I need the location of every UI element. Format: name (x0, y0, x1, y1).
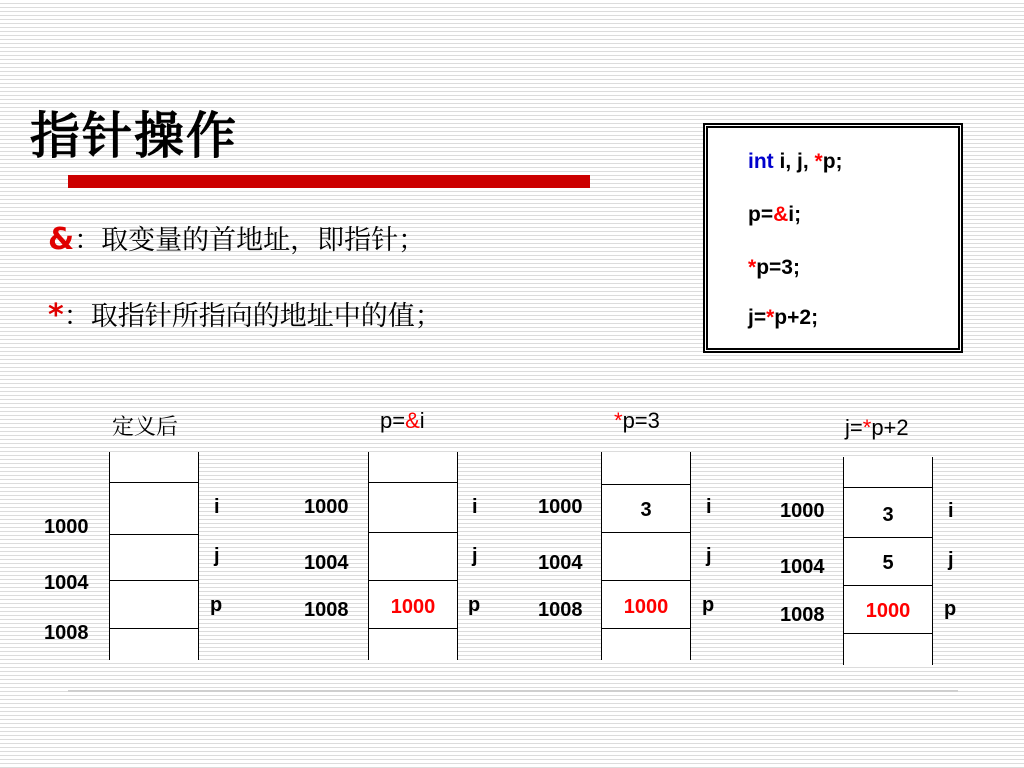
stage-2-memory-column (368, 452, 458, 660)
code-line-3-star: * (748, 256, 757, 279)
address-label: 1004 (304, 552, 349, 574)
variable-label: i (706, 496, 712, 518)
variable-label: i (948, 500, 954, 522)
title-underline-bar (68, 175, 590, 188)
stage-3-title-sym: * (614, 408, 623, 433)
memory-cell-value: 1000 (390, 596, 436, 618)
rule-dereference (48, 298, 442, 335)
code-line-1-vars: i, j, (773, 150, 815, 173)
memory-divider (602, 580, 690, 581)
stage-3-memory-column (601, 452, 691, 660)
memory-divider (844, 585, 932, 586)
code-line-4 (748, 306, 818, 330)
address-label: 1004 (780, 556, 825, 578)
variable-label: p (210, 594, 223, 616)
code-line-2-tail: i; (788, 203, 802, 226)
asterisk-symbol: * (48, 298, 64, 333)
stage-4-title-pre: j= (845, 415, 863, 440)
stage-1-memory-column (109, 452, 199, 660)
memory-divider (369, 628, 457, 629)
stage-2-title-pre: p= (380, 408, 406, 433)
stage-4-title-post: p+2 (871, 415, 909, 440)
variable-label: j (948, 549, 954, 571)
stage-3-title (614, 408, 660, 434)
rule-dereference-text: ：取指针所指向的地址中的值； (63, 301, 442, 332)
code-line-4-pre: j= (748, 306, 767, 329)
variable-label: i (472, 496, 478, 518)
variable-label: i (214, 496, 220, 518)
address-label: 1008 (304, 599, 349, 621)
slide-title: 指针操作 (30, 107, 238, 165)
code-line-3 (748, 256, 800, 280)
variable-label: p (468, 594, 481, 616)
memory-divider (844, 537, 932, 538)
variable-label: j (706, 545, 712, 567)
memory-cell-value: 3 (882, 504, 894, 526)
address-label: 1000 (44, 516, 89, 538)
memory-cell-value: 1000 (865, 600, 911, 622)
address-label: 1000 (538, 496, 583, 518)
variable-label: p (944, 598, 957, 620)
variable-label: p (702, 594, 715, 616)
int-keyword: int (748, 150, 774, 173)
memory-divider (602, 532, 690, 533)
ampersand-symbol: & (48, 222, 75, 257)
code-line-3-tail: p=3; (756, 256, 800, 279)
memory-cell-value: 3 (640, 499, 652, 521)
address-label: 1008 (538, 599, 583, 621)
stage-4-title-sym: * (862, 415, 872, 440)
stage-2-title-sym: & (405, 408, 420, 433)
address-label: 1004 (538, 552, 583, 574)
address-label: 1000 (780, 500, 825, 522)
memory-divider (369, 580, 457, 581)
variable-label: j (214, 545, 220, 567)
code-line-1-star: * (814, 150, 823, 173)
stage-1-title: 定义后 (112, 414, 179, 439)
code-line-2-amp: & (773, 203, 789, 226)
memory-divider (110, 580, 198, 581)
code-line-1 (748, 150, 843, 174)
address-label: 1000 (304, 496, 349, 518)
memory-divider (369, 482, 457, 483)
rule-address-of-text: ：取变量的首地址，即指针； (74, 225, 426, 256)
code-line-4-star: * (766, 306, 775, 329)
code-line-2-pre: p= (748, 203, 774, 226)
memory-cell-value: 5 (882, 552, 894, 574)
stage-2-title-post: i (419, 408, 425, 433)
memory-divider (844, 487, 932, 488)
memory-divider (110, 534, 198, 535)
stage-4-memory-column (843, 457, 933, 665)
code-line-1-tail: p; (822, 150, 843, 173)
address-label: 1008 (780, 604, 825, 626)
memory-divider (369, 532, 457, 533)
rule-address-of (48, 222, 425, 259)
code-line-4-tail: p+2; (774, 306, 819, 329)
code-line-2 (748, 203, 801, 227)
memory-divider (602, 484, 690, 485)
memory-cell-value: 1000 (623, 596, 669, 618)
address-label: 1004 (44, 572, 89, 594)
stage-3-title-post: p=3 (622, 408, 660, 433)
address-label: 1008 (44, 622, 89, 644)
memory-divider (110, 482, 198, 483)
stage-4-title (845, 415, 909, 441)
memory-divider (844, 633, 932, 634)
code-box (703, 123, 963, 353)
memory-divider (110, 628, 198, 629)
stage-2-title (380, 408, 425, 434)
variable-label: j (472, 545, 478, 567)
memory-divider (602, 628, 690, 629)
footer-divider (68, 690, 958, 692)
